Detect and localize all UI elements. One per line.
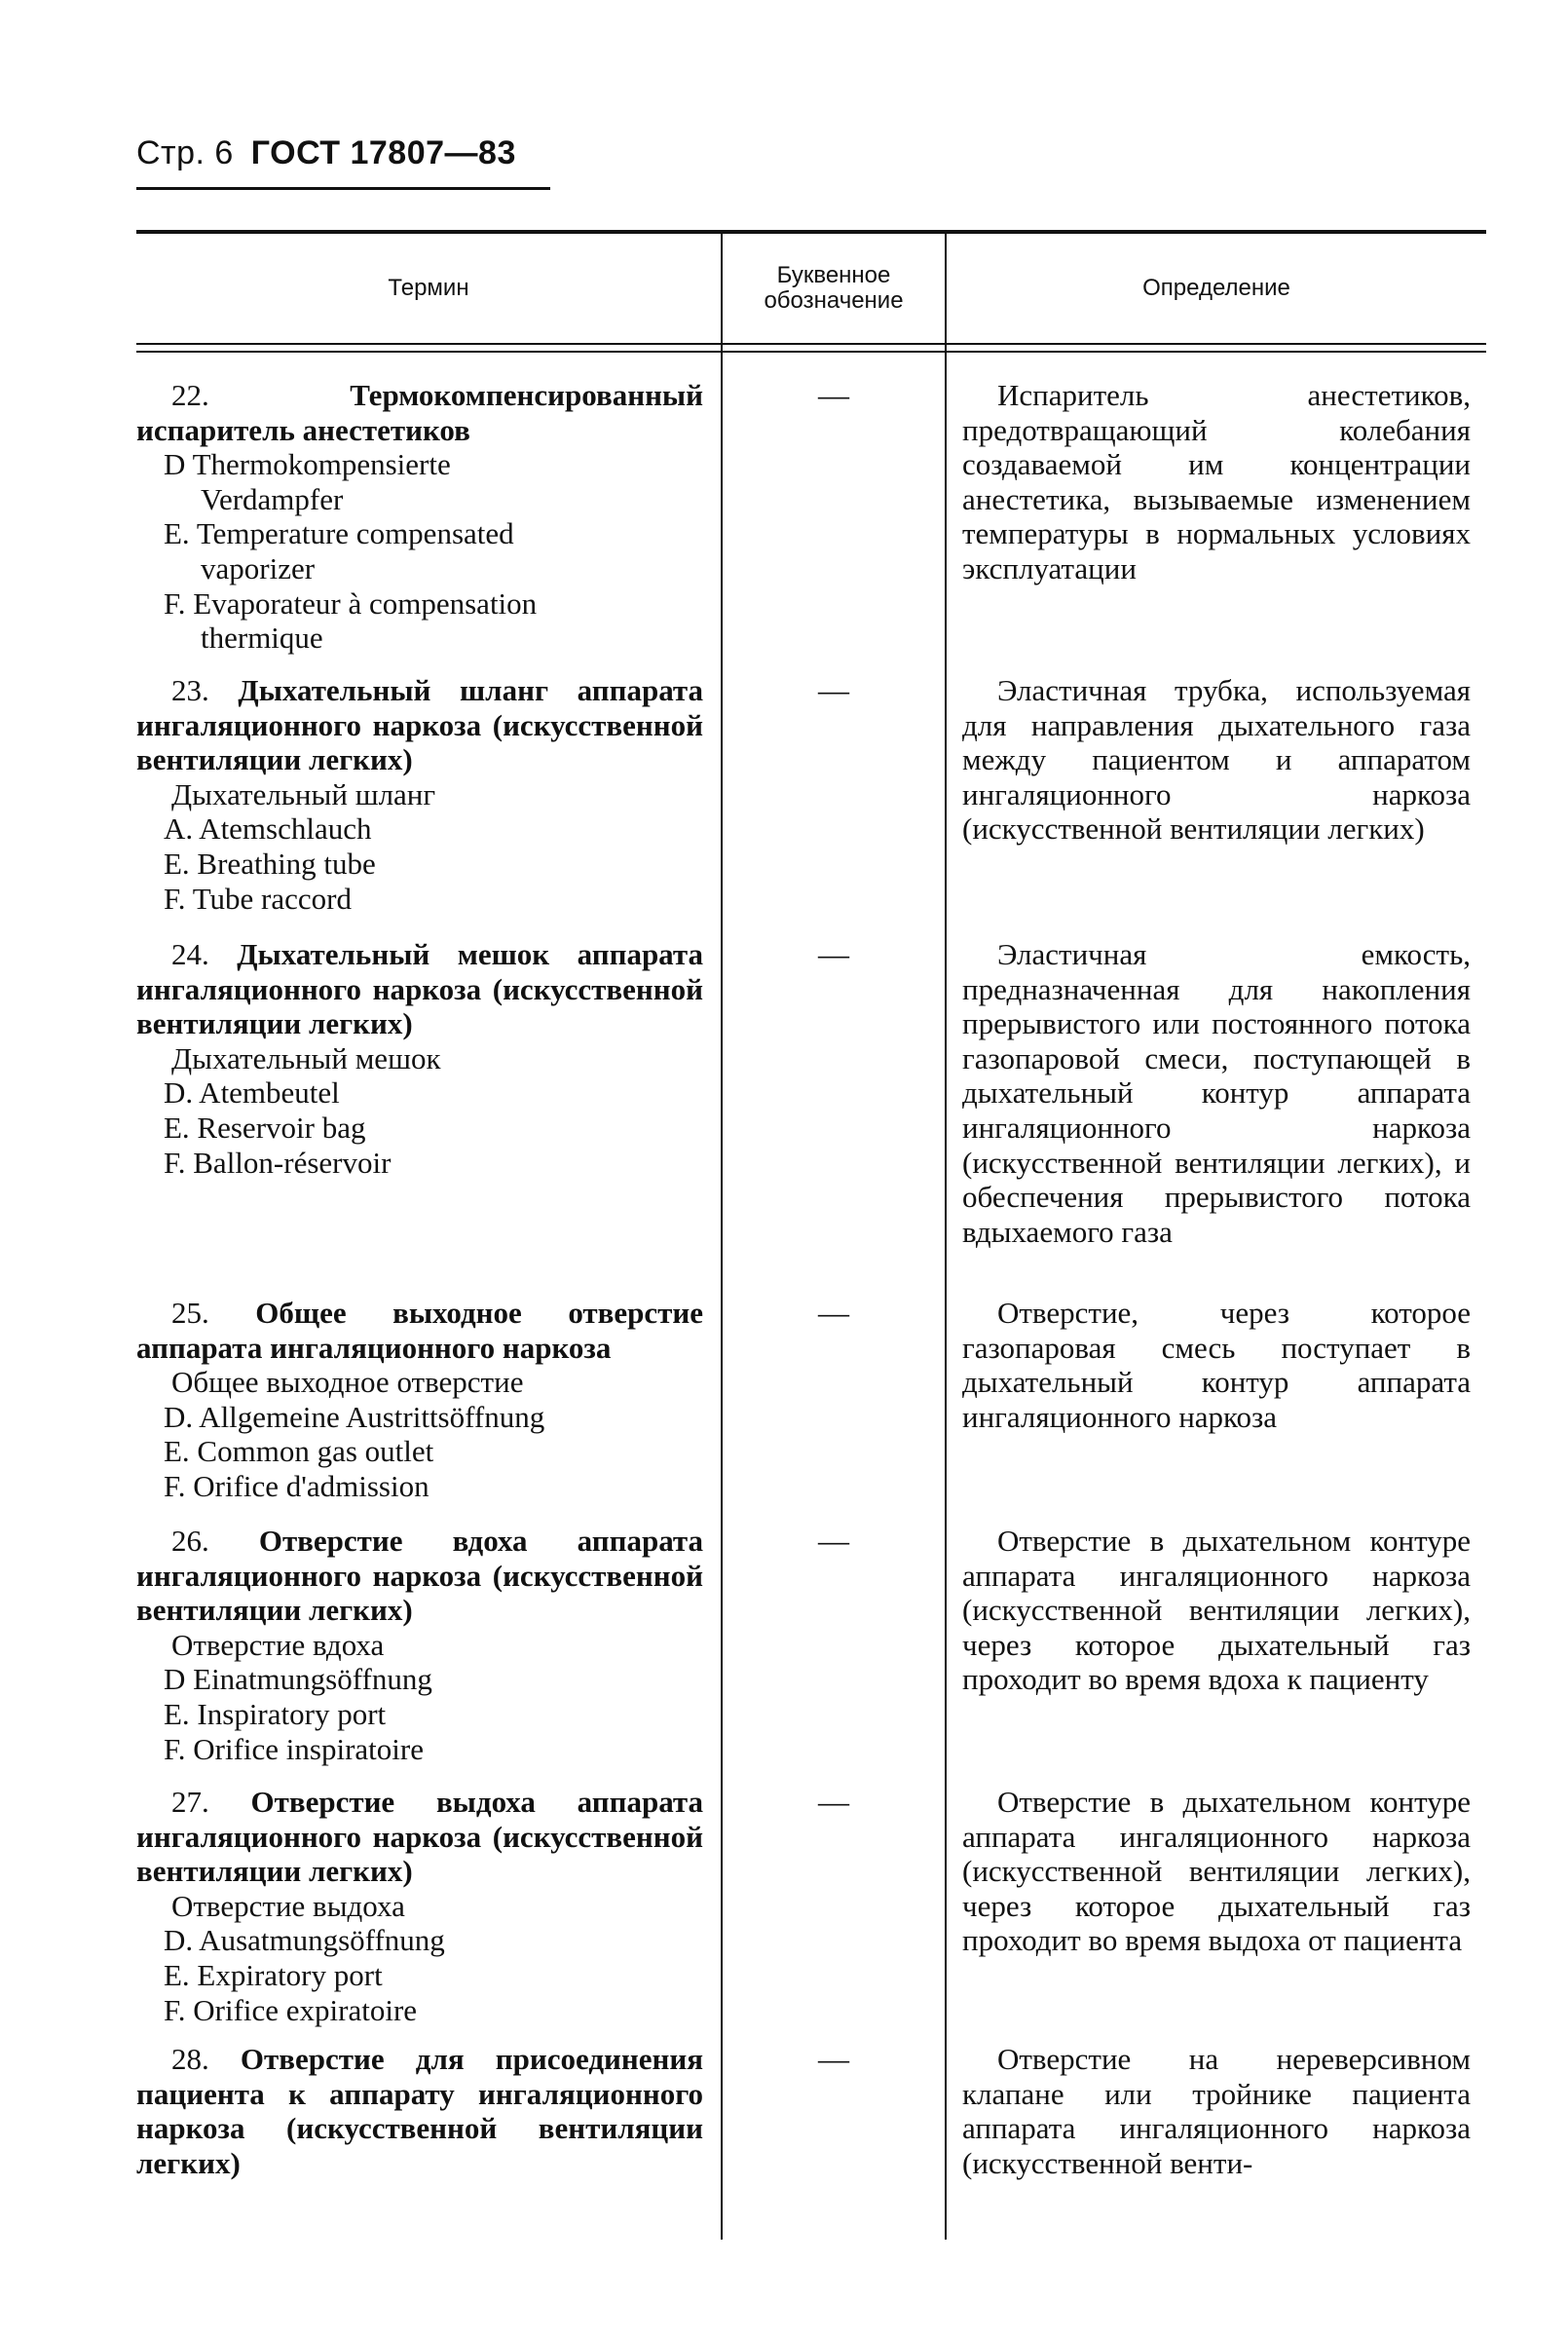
header-bottom-rule <box>136 343 1486 345</box>
column-header-symbol-line1: Буквенное <box>776 262 891 288</box>
term-cell <box>136 1296 703 1504</box>
term-name: Общее выходное отверстие аппарата ингаляционного наркоза <box>136 1296 703 1365</box>
term-title <box>136 1524 703 1628</box>
term-cell <box>136 2042 703 2180</box>
column-header-term: Термин <box>388 275 469 301</box>
letter-symbol: — <box>818 1784 849 1819</box>
term-lang-line: vaporizer <box>201 550 316 585</box>
letter-symbol: — <box>818 2041 849 2076</box>
term-lang-line: D. Ausatmungsöffnung <box>164 1923 445 1958</box>
term-name: Отверстие вдоха аппарата ингаляционного наркоза (искусственной вентиляции легких) <box>136 1524 703 1628</box>
column-divider-2 <box>945 234 947 2240</box>
term-number: 28. <box>171 2042 209 2076</box>
column-header-symbol-line2: обозначение <box>764 287 904 314</box>
letter-symbol: — <box>818 936 849 971</box>
term-lang-line: E. Inspiratory port <box>164 1696 387 1731</box>
term-lang-line: E. Temperature compensated <box>164 516 514 551</box>
term-title <box>136 1296 703 1365</box>
gost-number: ГОСТ 17807—83 <box>250 134 516 171</box>
term-lang-line: E. Expiratory port <box>164 1957 383 1992</box>
term-lang-line: Verdampfer <box>201 481 344 516</box>
term-cell <box>136 1524 703 1766</box>
term-number: 24. <box>171 937 209 971</box>
column-divider-1 <box>721 234 723 2240</box>
term-lang-line: E. Reservoir bag <box>164 1110 366 1145</box>
page-number: Стр. 6 <box>136 134 234 171</box>
column-header-symbol <box>723 234 945 343</box>
term-title <box>136 937 703 1041</box>
term-lang-line: D. Atembeutel <box>164 1075 340 1111</box>
term-number: 22. <box>171 378 209 412</box>
term-lang-line: F. Orifice expiratoire <box>164 1992 418 2027</box>
column-header-definition: Определение <box>1142 275 1290 301</box>
term-cell <box>136 1785 703 2027</box>
term-lang-line: F. Orifice d'admission <box>164 1468 429 1503</box>
terms-table <box>136 230 1486 2240</box>
term-title <box>136 673 703 777</box>
term-lang-line: F. Tube raccord <box>164 881 352 916</box>
term-synonym: Общее выходное отверстие <box>171 1365 524 1400</box>
term-title <box>136 2042 703 2180</box>
term-lang-line: E. Breathing tube <box>164 846 376 881</box>
page-header <box>136 134 516 172</box>
definition-cell: Эластичная емкость, предназначенная для накопления прерывистого или постоянного потока газопаровой смеси, поступающей в дыхательный контур аппарата ингаляционного наркоза (искусственной вентиляции легких), и обеспечения прерывистого потока вдыхаемого газа <box>962 937 1471 1249</box>
term-lang-line: E. Common gas outlet <box>164 1434 434 1469</box>
term-name: Отверстие для присоединения пациента к аппарату ингаляционного наркоза (искусственной вентиляции легких) <box>136 2042 704 2180</box>
term-number: 23. <box>171 673 209 707</box>
term-cell <box>136 937 703 1180</box>
term-number: 26. <box>171 1524 209 1558</box>
definition-cell: Эластичная трубка, используемая для направления дыхательного газа между пациентом и аппаратом ингаляционного наркоза (искусственной вентиляции легких) <box>962 673 1471 847</box>
term-name: Дыхательный мешок аппарата ингаляционного наркоза (искусственной вентиляции легких) <box>136 937 703 1041</box>
definition-cell: Отверстие, через которое газопаровая смесь поступает в дыхательный контур аппарата ингаляционного наркоза <box>962 1296 1471 1434</box>
term-title <box>136 378 703 447</box>
term-name: Дыхательный шланг аппарата ингаляционного наркоза (искусственной вентиляции легких) <box>136 673 703 777</box>
term-name: Отверстие выдоха аппарата ингаляционного наркоза (искусственной вентиляции легких) <box>136 1785 703 1889</box>
definition-cell: Отверстие в дыхательном контуре аппарата ингаляционного наркоза (искусственной вентиляции легких), через которое дыхательный газ проходит во время выдоха от пациента <box>962 1785 1471 1958</box>
term-lang-line: D Einatmungsöffnung <box>164 1662 432 1697</box>
definition-cell: Отверстие на нереверсивном клапане или тройнике пациента аппарата ингаляционного наркоза (искусственной венти- <box>962 2042 1471 2180</box>
term-lang-line: A. Atemschlauch <box>164 811 372 847</box>
term-cell <box>136 673 703 916</box>
term-cell <box>136 378 703 656</box>
term-title <box>136 1785 703 1889</box>
term-lang-line: F. Ballon-réservoir <box>164 1145 392 1180</box>
definition-cell: Отверстие в дыхательном контуре аппарата ингаляционного наркоза (искусственной вентиляции легких), через которое дыхательный газ проходит во время вдоха к пациенту <box>962 1524 1471 1697</box>
definition-cell: Испаритель анестетиков, предотвращающий колебания создаваемой им концентрации анестетика, вызываемые изменением температуры в нормальных условиях эксплуатации <box>962 378 1471 585</box>
term-synonym: Дыхательный мешок <box>171 1040 441 1075</box>
term-lang-line: D. Allgemeine Austrittsöffnung <box>164 1399 545 1434</box>
header-rule <box>136 187 550 190</box>
term-name: Термокомпенсированный испаритель анестетиков <box>136 378 703 447</box>
letter-symbol: — <box>818 377 849 412</box>
letter-symbol: — <box>818 1523 849 1558</box>
term-lang-line: F. Evaporateur à compensation <box>164 585 538 621</box>
letter-symbol: — <box>818 672 849 707</box>
term-number: 25. <box>171 1296 209 1330</box>
header-bottom-rule-double <box>136 351 1486 353</box>
term-synonym: Отверстие выдоха <box>171 1888 405 1923</box>
term-synonym: Отверстие вдоха <box>171 1627 385 1662</box>
letter-symbol: — <box>818 1295 849 1330</box>
term-lang-line: D Thermokompensierte <box>164 447 451 482</box>
term-number: 27. <box>171 1785 209 1819</box>
term-synonym: Дыхательный шланг <box>171 776 436 811</box>
term-lang-line: F. Orifice inspiratoire <box>164 1731 424 1766</box>
term-lang-line: thermique <box>201 621 323 656</box>
